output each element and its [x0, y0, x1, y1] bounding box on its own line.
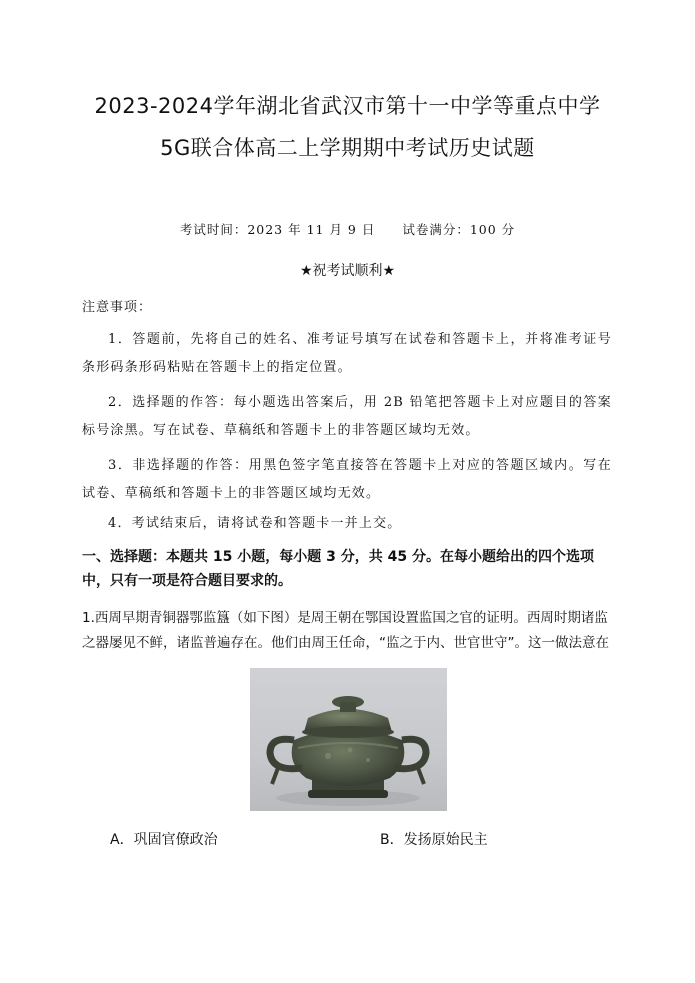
notes-heading: 注意事项：	[82, 300, 153, 315]
note-item-3: 3．非选择题的作答：用黑色签字笔直接答在答题卡上对应的答题区域内。写在试卷、草稿纸和答题卡上的非答题区域均无效。	[82, 458, 612, 501]
exam-meta	[0, 220, 695, 238]
bronze-vessel-illustration	[250, 668, 447, 811]
exam-time: 考试时间：2023 年 11 月 9 日	[179, 222, 376, 237]
bronze-gui-vessel-image	[250, 668, 447, 811]
note-item-1: 1．答题前，先将自己的姓名、准考证号填写在试卷和答题卡上，并将准考证号条形码条形码粘贴在答题卡上的指定位置。	[82, 332, 612, 375]
option-a: A．巩固官僚政治	[110, 832, 218, 848]
note-item-4: 4．考试结束后，请将试卷和答题卡一并上交。	[108, 516, 402, 531]
good-luck-line: ★祝考试顺利★	[299, 263, 396, 279]
exam-title-line-2: 5G联合体高二上学期期中考试历史试题	[160, 136, 535, 160]
exam-title-line-1: 2023-2024学年湖北省武汉市第十一中学等重点中学	[94, 94, 601, 118]
note-item-2: 2．选择题的作答：每小题选出答案后，用 2B 铅笔把答题卡上对应题目的答案标号涂黑。写在试卷、草稿纸和答题卡上的非答题区域均无效。	[82, 395, 612, 438]
question-1-stem: 1.西周早期青铜器鄂监簋（如下图）是周王朝在鄂国设置监国之官的证明。西周时期诸监之器屡见不鲜，诸监普遍存在。他们由周王任命，“监之于内、世官世守”。这一做法意在	[82, 610, 609, 651]
exam-full-score: 试卷满分：100 分	[402, 222, 516, 237]
option-b: B．发扬原始民主	[380, 832, 488, 848]
section-heading: 一、选择题：本题共 15 小题，每小题 3 分，共 45 分。在每小题给出的四个选项中，只有一项是符合题目要求的。	[82, 549, 594, 589]
